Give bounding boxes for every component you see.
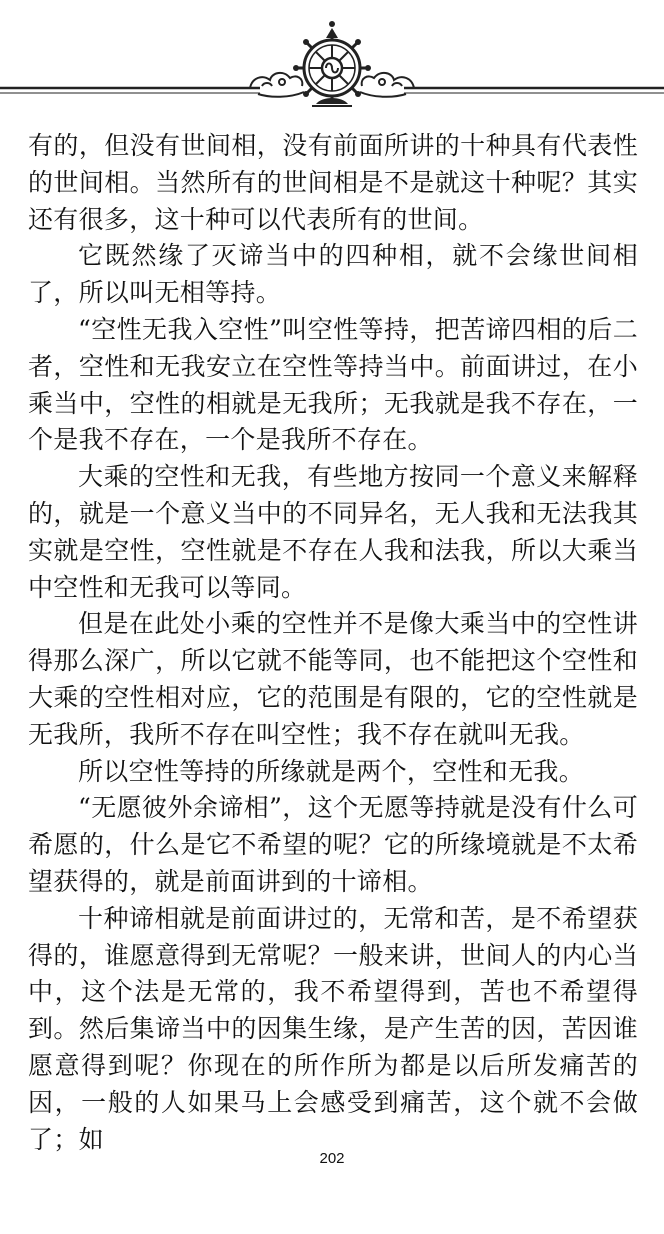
paragraph: 它既然缘了灭谛当中的四种相，就不会缘世间相了，所以叫无相等持。: [28, 241, 638, 308]
header-ornament: [0, 0, 664, 110]
paragraph: 大乘的空性和无我，有些地方按同一个意义来解释的，就是一个意义当中的不同异名，无人我和无法我其实就是空性，空性就是不存在人我和法我，所以大乘当中空性和无我可以等同。: [28, 462, 638, 602]
paragraph: 十种谛相就是前面讲过的，无常和苦，是不希望获得的，谁愿意得到无常呢？一般来讲，世间人的内心当中，这个法是无常的，我不希望得到，苦也不希望得到。然后集谛当中的因集生缘，是产生苦的因，苦因谁愿意得到呢？你现在的所作所为都是以后所发痛苦的因，一般的人如果马上会感受到痛苦，这个就不会做了；如: [28, 903, 638, 1154]
paragraph: 但是在此处小乘的空性并不是像大乘当中的空性讲得那么深广，所以它就不能等同，也不能把这个空性和大乘的空性相对应，它的范围是有限的，它的空性就是无我所，我所不存在叫空性；我不存在就叫无我。: [28, 609, 638, 749]
page-header: [0, 0, 664, 110]
dharma-wheel-icon: [293, 21, 371, 106]
page-body: [28, 128, 638, 1158]
page-number: 202: [319, 1150, 345, 1167]
paragraph: “无愿彼外余谛相”，这个无愿等持就是没有什么可希愿的，什么是它不希望的呢？它的所缘境就是不太希望获得的，就是前面讲到的十谛相。: [28, 793, 638, 896]
paragraph: “空性无我入空性”叫空性等持，把苦谛四相的后二者，空性和无我安立在空性等持当中。前面讲过，在小乘当中，空性的相就是无我所；无我就是我不存在，一个是我不存在，一个是我所不存在。: [28, 314, 638, 455]
paragraph: 所以空性等持的所缘就是两个，空性和无我。: [78, 756, 585, 786]
paragraph: 有的，但没有世间相，没有前面所讲的十种具有代表性的世间相。当然所有的世间相是不是就这十种呢？其实还有很多，这十种可以代表所有的世间。: [28, 131, 638, 234]
